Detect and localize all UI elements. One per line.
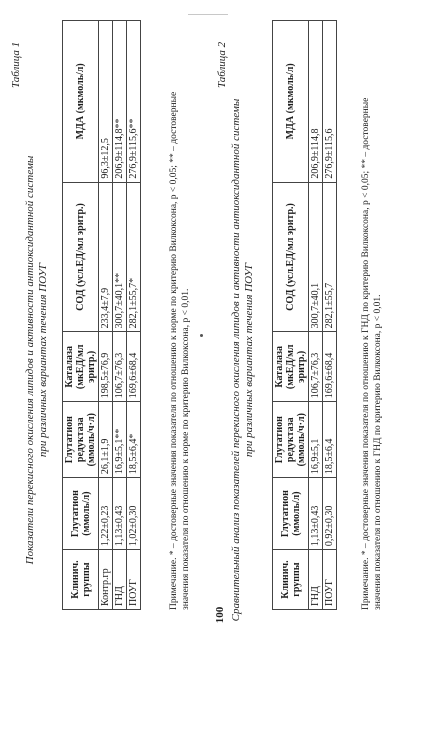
value-cell: 276,9±115,6 <box>323 21 337 183</box>
value-cell: 169,6±68,4 <box>127 332 141 402</box>
table1-header-cell: Глутатион редуктаза (ммоль/ч·л) <box>63 402 99 478</box>
value-cell: 169,6±68,4 <box>323 332 337 402</box>
table-row <box>99 21 113 610</box>
page-number: 100 <box>214 606 226 624</box>
table2-note <box>360 10 384 610</box>
value-cell: 16,9±5,1 <box>309 402 323 478</box>
table2-header-cell: Глутатион (ммоль/л) <box>273 478 309 550</box>
table1-header-cell: СОД (усл.ЕД/мл эритр.) <box>63 182 99 332</box>
table1-header-cell: МДА (мкмоль/л) <box>63 21 99 183</box>
table2-header-cell: Глутатион редуктаза (ммоль/ч·л) <box>273 402 309 478</box>
table-row <box>113 21 127 610</box>
table-row <box>127 21 141 610</box>
value-cell: 106,7±76,3 <box>113 332 127 402</box>
group-cell: ГНД <box>113 550 127 610</box>
value-cell: 1,13±0,43 <box>113 478 127 550</box>
table2-title-line2: при различных вариантах течения ПОУГ <box>243 262 255 458</box>
group-cell: ПОУГ <box>127 550 141 610</box>
value-cell: 198,5±76,9 <box>99 332 113 402</box>
table2-note-line2: значения показателя по отношению к ГНД по критерию Вилкоксона, p < 0,01. <box>373 294 383 610</box>
table2-header-cell: МДА (мкмоль/л) <box>273 21 309 183</box>
value-cell: 0,92±0,30 <box>323 478 337 550</box>
value-cell: 276,9±115,6** <box>127 21 141 183</box>
value-cell: 300,7±40,1** <box>113 182 127 332</box>
table1-note-line1: Примечание. * – достоверные значения показателя по отношению к норме по критерию Вилкоксона, p < 0,05; ** – достоверные <box>169 91 179 610</box>
table2-title <box>230 30 256 690</box>
value-cell: 206,9±114,8 <box>309 21 323 183</box>
table1-header-cell: Клинич. группы <box>63 550 99 610</box>
value-cell: 18,5±6,4 <box>323 402 337 478</box>
table2-number: Таблица 2 <box>216 41 228 88</box>
table2-header-cell: СОД (усл.ЕД/мл эритр.) <box>273 182 309 332</box>
table1-header-row <box>63 21 99 610</box>
value-cell: 233,4±7,9 <box>99 182 113 332</box>
table2-title-line1: Сравнительный анализ показателей перекисного окисления липидов и активности антиоксидантной системы <box>230 98 242 622</box>
table-row <box>309 21 323 610</box>
group-cell: ГНД <box>309 550 323 610</box>
table2-header-cell: Клинич. группы <box>273 550 309 610</box>
table-row <box>323 21 337 610</box>
table1-header-cell: Глутатион (ммоль/л) <box>63 478 99 550</box>
table2-header-cell: Каталаза (мкЕД/мл эритр.) <box>273 332 309 402</box>
table1-note-line2: значения показателя по отношению к норме по критерию Вилкоксона, p < 0,01. <box>181 288 191 610</box>
value-cell: 1,02±0,30 <box>127 478 141 550</box>
value-cell: 96,3±12,5 <box>99 21 113 183</box>
value-cell: 16,9±5,1** <box>113 402 127 478</box>
value-cell: 300,7±40,1 <box>309 182 323 332</box>
table1-title-line2: при различных вариантах течения ПОУГ <box>37 262 49 458</box>
value-cell: 206,9±114,8** <box>113 21 127 183</box>
value-cell: 282,1±55,7* <box>127 182 141 332</box>
table1-title-line1: Показатели перекисного окисления липидов и активности антиоксидантной системы <box>24 155 36 565</box>
table1-number: Таблица 1 <box>10 41 22 88</box>
page-number-wrap <box>210 605 228 625</box>
value-cell: 106,7±76,3 <box>309 332 323 402</box>
table1-title <box>24 30 50 690</box>
table1 <box>62 20 141 610</box>
group-cell: ПОУГ <box>323 550 337 610</box>
table2-note-line1: Примечание. * – достоверные значения показателя по отношению к ГНД по критерию Вилкоксона, p < 0,05; ** – достоверные <box>361 97 371 610</box>
value-cell: 18,5±6,4* <box>127 402 141 478</box>
value-cell: 26,1±1,9 <box>99 402 113 478</box>
value-cell: 1,13±0,43 <box>309 478 323 550</box>
value-cell: 282,1±55,7 <box>323 182 337 332</box>
group-cell: Контр.гр <box>99 550 113 610</box>
table2-header-row <box>273 21 309 610</box>
table2 <box>272 20 337 610</box>
table1-note <box>168 10 192 610</box>
table1-header-cell: Каталаза (мкЕД/мл эритр.) <box>63 332 99 402</box>
value-cell: 1,22±0,23 <box>99 478 113 550</box>
